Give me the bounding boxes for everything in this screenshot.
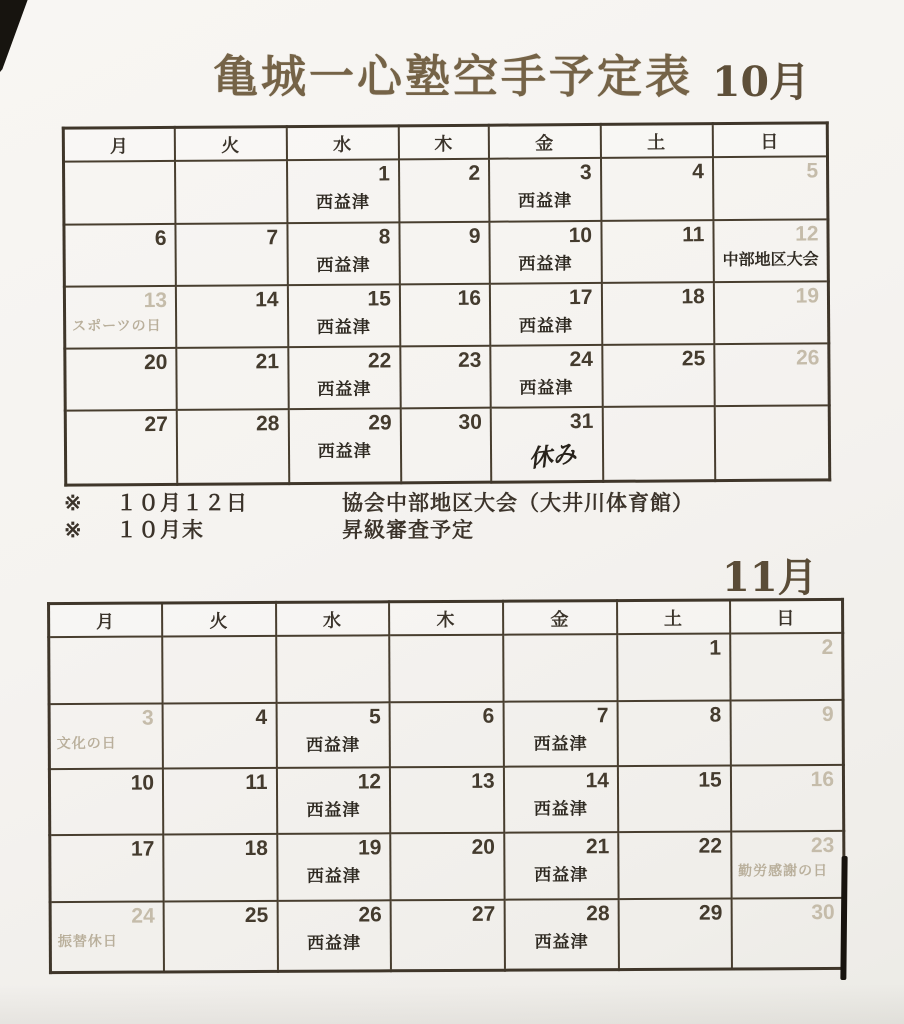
calendar-day-cell xyxy=(162,636,276,704)
day-number: 22 xyxy=(698,834,723,858)
calendar-week-row xyxy=(49,765,843,835)
day-number: 2 xyxy=(468,161,481,185)
day-number: 12 xyxy=(795,222,819,246)
day-number: 7 xyxy=(266,226,279,250)
event-label: 西益津 xyxy=(533,798,588,819)
calendar-day-cell xyxy=(176,285,288,348)
note-date: １０月１２日 xyxy=(116,492,248,515)
event-label: 西益津 xyxy=(316,317,371,337)
calendar-day-cell xyxy=(503,634,618,702)
calendar-day-cell xyxy=(49,768,163,835)
event-label: 西益津 xyxy=(306,799,361,820)
day-number: 23 xyxy=(457,348,482,372)
day-number: 24 xyxy=(569,347,594,372)
event-label: 西益津 xyxy=(307,932,362,953)
calendar-day-cell xyxy=(287,159,400,223)
calendar-day-cell xyxy=(164,901,278,972)
day-number: 26 xyxy=(358,903,382,927)
weekday-header: 水 xyxy=(286,126,399,160)
calendar-day-cell xyxy=(287,284,400,347)
calendar-day-cell xyxy=(163,703,277,769)
calendar-week-row xyxy=(49,633,843,704)
calendar-day-cell xyxy=(490,345,602,408)
day-number: 8 xyxy=(709,703,722,727)
page-title: 亀城一心塾空手予定表 xyxy=(213,50,694,103)
calendar-day-cell xyxy=(50,901,164,972)
calendar-day-cell xyxy=(602,406,715,481)
holiday-label: 勤労感謝の日 xyxy=(738,861,829,878)
calendar-day-cell xyxy=(618,832,731,900)
note-row xyxy=(64,517,704,544)
day-number: 26 xyxy=(795,346,820,370)
day-number: 28 xyxy=(255,412,280,436)
calendar-day-cell xyxy=(288,346,401,409)
day-number: 29 xyxy=(698,901,723,925)
calendar-day-cell xyxy=(617,634,730,702)
holiday-label: 文化の日 xyxy=(56,734,117,751)
day-number: 30 xyxy=(458,410,482,434)
calendar-day-cell xyxy=(618,701,731,767)
calendar-day-cell xyxy=(63,161,175,225)
weekday-header: 金 xyxy=(489,124,601,158)
holiday-label: スポーツの日 xyxy=(72,316,162,334)
day-number: 2 xyxy=(821,635,834,660)
day-number: 27 xyxy=(471,902,496,926)
notes-section xyxy=(64,490,704,544)
calendar-day-cell xyxy=(49,703,163,769)
day-number: 20 xyxy=(143,350,168,375)
calendar-day-cell xyxy=(287,222,400,285)
day-number: 30 xyxy=(811,900,835,925)
calendar-day-cell xyxy=(65,348,177,411)
event-label: 西益津 xyxy=(518,315,573,336)
calendar-day-cell xyxy=(503,701,618,767)
event-label: 西益津 xyxy=(317,379,372,399)
note-text: 昇級審査予定 xyxy=(342,519,474,542)
day-number: 9 xyxy=(821,702,834,727)
calendar-week-row xyxy=(65,343,829,410)
weekday-header: 日 xyxy=(730,599,843,633)
calendar-day-cell xyxy=(504,832,619,900)
weekday-header: 木 xyxy=(399,125,489,159)
weekday-header: 火 xyxy=(162,602,276,636)
day-number: 16 xyxy=(810,767,835,792)
calendar-day-cell xyxy=(730,633,843,701)
calendar-day-cell xyxy=(64,224,176,287)
calendar-day-cell xyxy=(176,347,288,410)
day-number: 22 xyxy=(367,349,392,373)
day-number: 25 xyxy=(244,903,269,928)
calendar-day-cell xyxy=(399,159,490,223)
weekday-header: 月 xyxy=(63,127,175,161)
weekday-header-row xyxy=(49,599,843,637)
event-label: 西益津 xyxy=(317,441,372,461)
event-label: 西益津 xyxy=(533,733,588,754)
event-label: 西益津 xyxy=(519,377,574,398)
calendar-day-cell xyxy=(400,346,491,409)
day-number: 14 xyxy=(255,288,279,312)
event-label: 西益津 xyxy=(534,864,589,885)
note-marker: ※ xyxy=(64,492,82,515)
event-label: 西益津 xyxy=(534,931,589,952)
day-number: 15 xyxy=(367,287,391,311)
day-number: 23 xyxy=(810,833,835,858)
day-number: 15 xyxy=(698,768,722,792)
calendar-day-cell xyxy=(177,409,289,484)
calendar-day-cell xyxy=(489,158,601,222)
day-number: 27 xyxy=(144,412,168,437)
calendar-day-cell xyxy=(276,635,390,703)
day-number: 8 xyxy=(378,225,391,249)
weekday-header: 火 xyxy=(175,127,287,161)
photo-corner-shadow xyxy=(0,0,30,72)
weekday-header: 木 xyxy=(389,601,503,635)
weekday-header: 水 xyxy=(276,602,390,636)
calendar-day-cell xyxy=(401,408,492,483)
day-number: 18 xyxy=(681,285,705,309)
calendar-day-cell xyxy=(399,222,490,285)
handwritten-note: 休み xyxy=(526,437,578,473)
event-label: 西益津 xyxy=(518,253,573,274)
day-number: 6 xyxy=(482,704,495,728)
calendar-week-row xyxy=(50,831,844,902)
note-text: 協会中部地区大会（大井川体育館） xyxy=(342,492,694,515)
calendar-day-cell xyxy=(504,899,619,970)
day-number: 18 xyxy=(244,836,268,861)
calendar-week-row xyxy=(64,281,828,348)
weekday-header: 土 xyxy=(617,600,730,634)
day-number: 31 xyxy=(569,409,594,434)
day-number: 9 xyxy=(468,224,481,248)
calendar-day-cell xyxy=(504,766,619,833)
day-number: 1 xyxy=(378,162,391,186)
calendar-week-row xyxy=(64,219,828,286)
calendar-day-cell xyxy=(715,405,830,480)
weekday-header: 土 xyxy=(600,124,713,158)
day-number: 11 xyxy=(245,770,268,795)
weekday-header-row xyxy=(63,123,827,162)
event-label: 西益津 xyxy=(315,192,371,212)
calendar-day-cell xyxy=(163,768,277,835)
day-number: 14 xyxy=(585,769,609,793)
day-number: 7 xyxy=(596,704,609,728)
day-number: 29 xyxy=(368,411,392,435)
event-label: 西益津 xyxy=(316,255,371,275)
calendar-day-cell xyxy=(731,765,844,832)
calendar-week-row xyxy=(50,898,844,972)
day-number: 13 xyxy=(143,288,168,313)
calendar-day-cell xyxy=(390,767,504,834)
event-label: 西益津 xyxy=(517,190,573,211)
day-number: 12 xyxy=(357,770,382,794)
day-number: 20 xyxy=(471,835,496,859)
calendar-day-cell xyxy=(288,408,401,483)
day-number: 10 xyxy=(130,771,155,795)
day-number: 21 xyxy=(255,350,280,374)
day-number: 4 xyxy=(255,705,268,729)
note-row xyxy=(64,490,704,517)
calendar-day-cell xyxy=(489,221,601,284)
calendar-day-cell xyxy=(731,831,844,899)
calendar-day-cell xyxy=(389,635,503,703)
calendar-day-cell xyxy=(175,223,287,286)
calendar-day-cell xyxy=(619,899,732,970)
november-calendar xyxy=(47,598,846,974)
calendar-day-cell xyxy=(601,282,714,345)
calendar-day-cell xyxy=(731,898,844,969)
calendar-day-cell xyxy=(49,636,163,704)
calendar-day-cell xyxy=(64,286,176,349)
calendar-day-cell xyxy=(277,833,391,901)
weekday-header: 日 xyxy=(713,123,828,157)
day-number: 28 xyxy=(586,902,610,926)
calendar-day-cell xyxy=(601,157,714,221)
weekday-header: 月 xyxy=(49,603,163,637)
day-number: 6 xyxy=(154,226,167,251)
holiday-label: 振替休日 xyxy=(57,932,118,949)
day-number: 16 xyxy=(457,286,482,310)
day-number: 3 xyxy=(579,160,592,185)
note-marker: ※ xyxy=(64,519,82,542)
event-label: 中部地区大会 xyxy=(722,250,819,269)
calendar-day-cell xyxy=(713,219,828,282)
calendar-day-cell xyxy=(390,702,504,768)
day-number: 5 xyxy=(806,159,819,183)
ink-stroke-artifact xyxy=(840,856,847,980)
day-number: 19 xyxy=(795,284,820,308)
calendar-day-cell xyxy=(714,281,829,344)
day-number: 13 xyxy=(471,769,495,793)
note-date: １０月末 xyxy=(116,519,204,542)
calendar-day-cell xyxy=(276,767,390,834)
calendar-day-cell xyxy=(175,160,287,224)
calendar-day-cell xyxy=(277,900,391,971)
day-number: 11 xyxy=(682,223,705,247)
calendar-week-row xyxy=(49,700,843,769)
day-number: 24 xyxy=(131,904,155,928)
calendar-week-row xyxy=(65,405,829,484)
calendar-day-cell xyxy=(391,900,505,971)
calendar-day-cell xyxy=(65,410,177,485)
calendar-day-cell xyxy=(618,766,731,833)
calendar-day-cell xyxy=(713,156,828,220)
calendar-day-cell xyxy=(163,834,277,902)
day-number: 25 xyxy=(681,347,706,371)
calendar-day-cell xyxy=(491,407,603,482)
calendar-day-cell xyxy=(730,700,843,766)
calendar-day-cell xyxy=(390,833,504,901)
day-number: 4 xyxy=(692,160,704,184)
day-number: 17 xyxy=(569,285,593,310)
calendar-day-cell xyxy=(601,220,714,283)
photo-bottom-shadow xyxy=(0,984,904,1024)
october-month-label: 10月 xyxy=(712,58,811,106)
calendar-day-cell xyxy=(50,834,164,902)
calendar-day-cell xyxy=(400,284,491,347)
calendar-day-cell xyxy=(276,702,390,768)
calendar-day-cell xyxy=(602,344,715,407)
calendar-week-row xyxy=(63,156,827,224)
calendar-day-cell xyxy=(714,343,829,406)
weekday-header: 金 xyxy=(503,601,618,635)
event-label: 西益津 xyxy=(306,865,361,886)
day-number: 21 xyxy=(585,835,610,859)
day-number: 17 xyxy=(130,837,155,861)
day-number: 5 xyxy=(368,705,381,729)
calendar-day-cell xyxy=(490,283,602,346)
day-number: 1 xyxy=(709,636,722,660)
day-number: 3 xyxy=(141,706,154,730)
day-number: 10 xyxy=(568,223,593,248)
day-number: 19 xyxy=(357,836,382,860)
event-label: 西益津 xyxy=(306,734,361,755)
november-month-label: 11月 xyxy=(722,554,818,601)
october-calendar xyxy=(62,121,831,486)
